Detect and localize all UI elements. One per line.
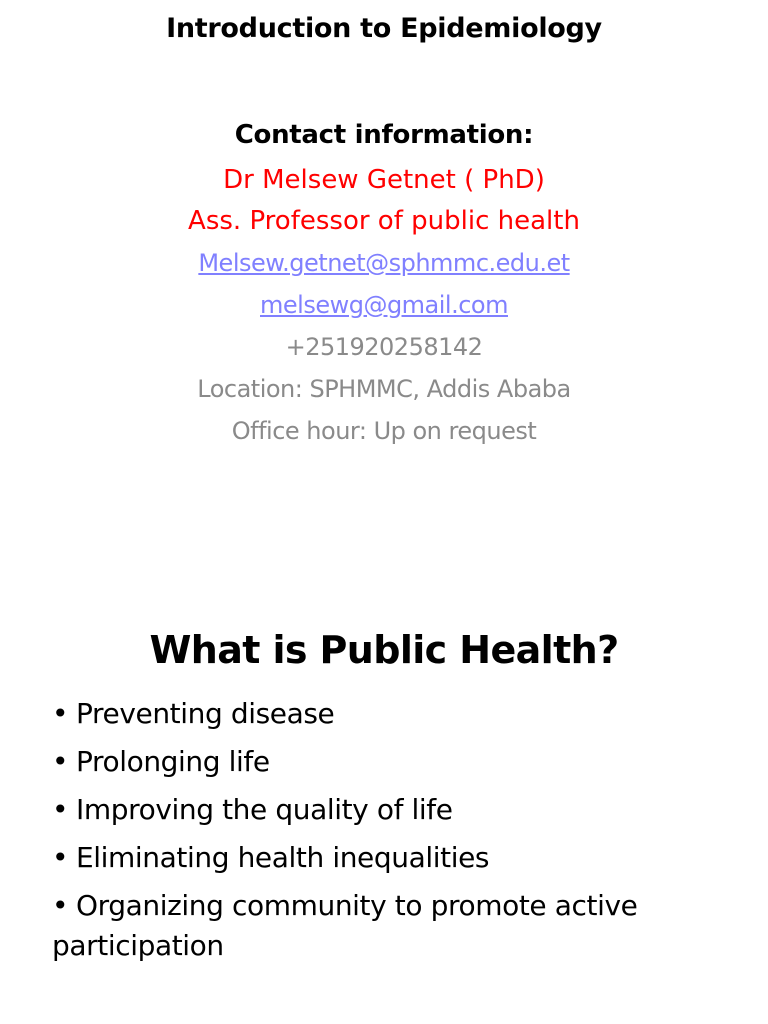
contact-location: Location: SPHMMC, Addis Ababa (197, 375, 571, 403)
bullet-glyph: • (52, 841, 69, 874)
bullet-text: Prolonging life (76, 745, 270, 778)
contact-heading: Contact information: (234, 120, 534, 150)
bullet-item (52, 694, 692, 734)
bullet-text: Preventing disease (76, 697, 335, 730)
bullet-item (52, 742, 692, 782)
bullet-glyph: • (52, 697, 69, 730)
bullet-text: Eliminating health inequalities (76, 841, 490, 874)
contact-office-hour: Office hour: Up on request (231, 417, 537, 445)
contact-block (0, 118, 768, 452)
bullet-item (52, 838, 692, 878)
contact-name: Dr Melsew Getnet ( PhD) (223, 165, 545, 195)
section-heading: What is Public Health? (149, 628, 619, 672)
bullet-list (52, 694, 692, 974)
bullet-glyph: • (52, 793, 69, 826)
contact-role: Ass. Professor of public health (188, 206, 580, 236)
bullet-item (52, 886, 692, 966)
bullet-glyph: • (52, 889, 69, 922)
email-link-secondary[interactable]: melsewg@gmail.com (260, 291, 508, 319)
contact-phone: +251920258142 (285, 333, 483, 361)
bullet-glyph: • (52, 745, 69, 778)
document-title: Introduction to Epidemiology (166, 13, 602, 44)
email-link-primary[interactable]: Melsew.getnet@sphmmc.edu.et (198, 249, 570, 277)
bullet-text: Organizing community to promote active participation (52, 889, 638, 962)
bullet-item (52, 790, 692, 830)
bullet-text: Improving the quality of life (76, 793, 453, 826)
